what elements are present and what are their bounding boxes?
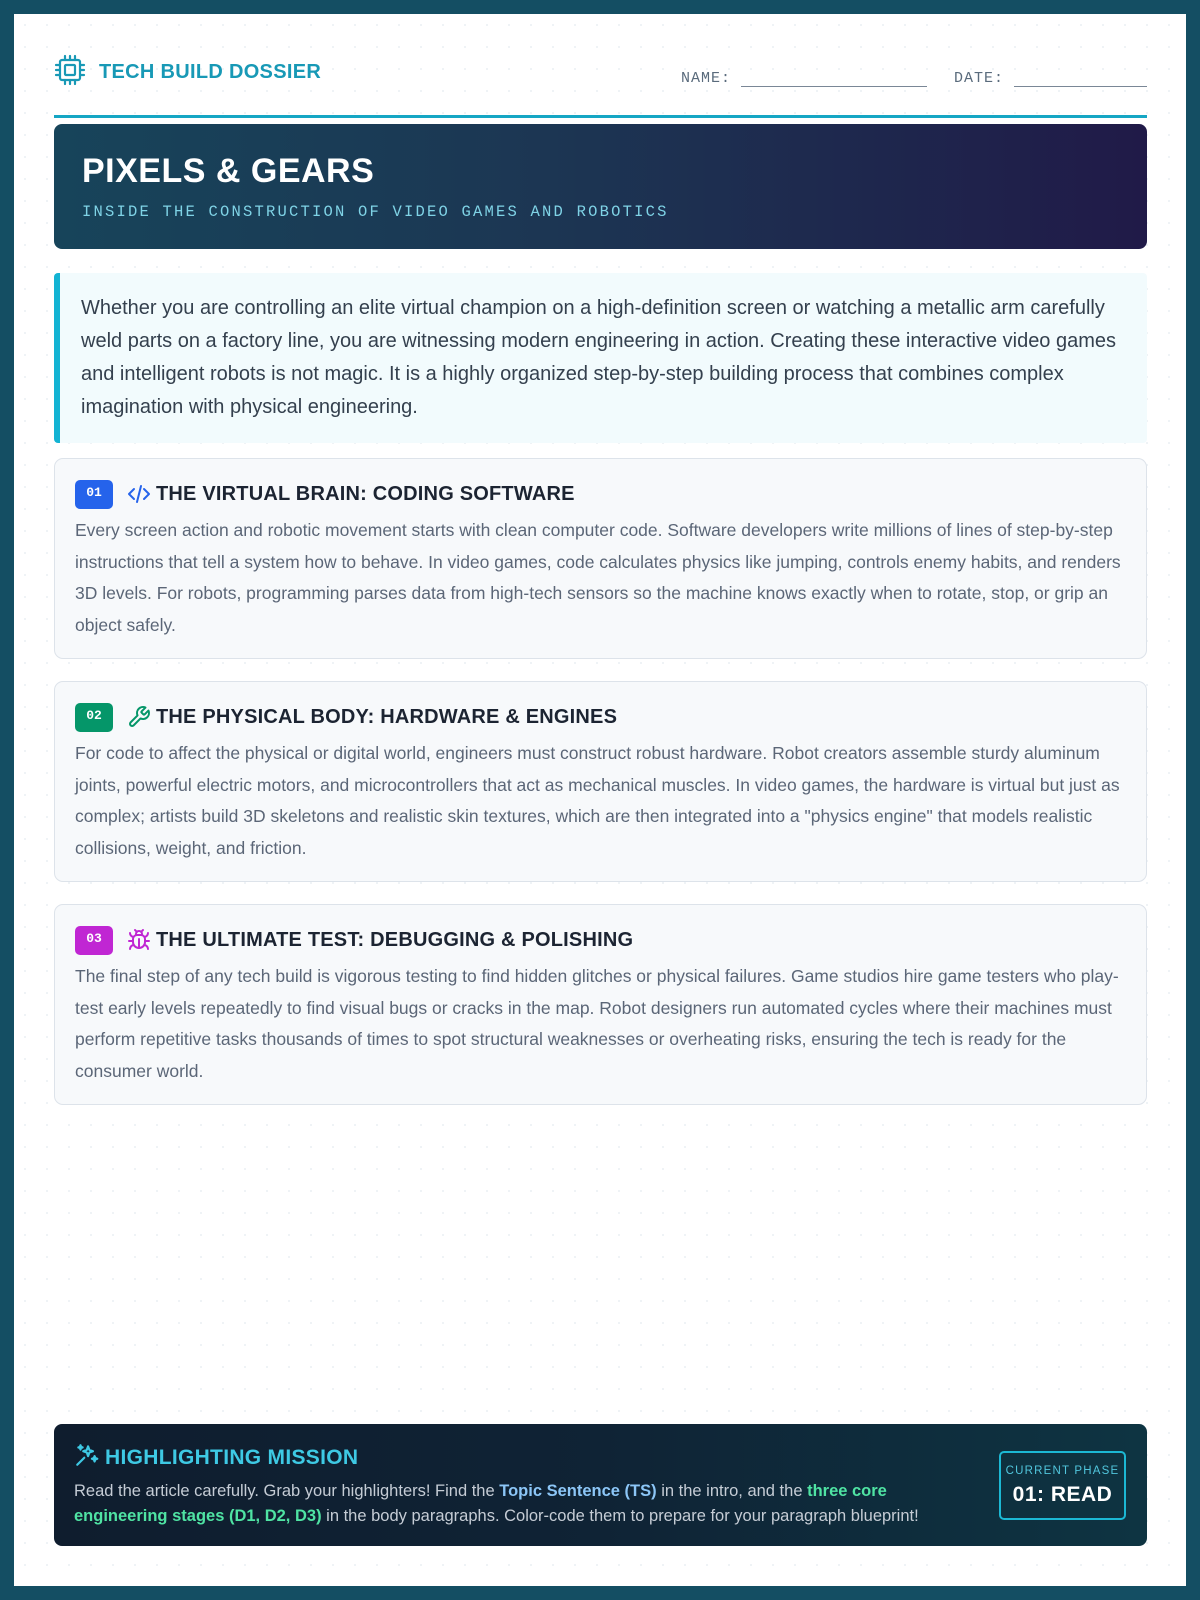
sparkles-icon bbox=[74, 1442, 100, 1473]
page-subtitle: INSIDE THE CONSTRUCTION OF VIDEO GAMES AND ROBOTICS bbox=[82, 203, 669, 221]
wrench-icon bbox=[127, 705, 151, 729]
highlighting-mission-panel bbox=[54, 1424, 1147, 1546]
current-phase-badge bbox=[999, 1451, 1126, 1520]
title-banner bbox=[54, 124, 1147, 249]
section-card-coding bbox=[54, 458, 1147, 659]
name-field[interactable] bbox=[741, 73, 927, 87]
section-body: Every screen action and robotic movement starts with clean computer code. Software developers write millions of lines of step-by-step instructions that tell a system how to behave. In video games, code calculates physics like jumping, controls enemy habits, and renders 3D levels. For robots, programming parses data from high-tech sensors so the machine knows exactly when to rotate, stop, or grip an object safely. bbox=[75, 520, 1121, 635]
topic-sentence-highlight: Topic Sentence (TS) bbox=[499, 1482, 657, 1500]
section-number-badge: 02 bbox=[75, 703, 113, 732]
section-header bbox=[75, 702, 1126, 732]
brand-title: TECH BUILD DOSSIER bbox=[99, 61, 322, 83]
section-header bbox=[75, 925, 1126, 955]
mission-instructions bbox=[74, 1479, 979, 1529]
brand bbox=[54, 54, 321, 91]
section-body: For code to affect the physical or digital world, engineers must construct robust hardware. Robot creators assemble sturdy aluminum joints, powerful electric motors, and microcontrollers that act as mechanical muscles. In video games, the hardware is virtual but just as complex; artists build 3D skeletons and realistic skin textures, which are then integrated into a "physics engine" that models realistic collisions, weight, and friction. bbox=[75, 743, 1120, 858]
page-title: PIXELS & GEARS bbox=[82, 152, 375, 190]
code-icon bbox=[127, 482, 151, 506]
phase-value: 01: READ bbox=[1012, 1483, 1113, 1506]
section-number-badge: 01 bbox=[75, 480, 113, 509]
section-title: THE PHYSICAL BODY: HARDWARE & ENGINES bbox=[156, 705, 618, 728]
bug-icon bbox=[127, 928, 151, 952]
core-stages-highlight: three core engineering stages (D1, D2, D3) bbox=[74, 1482, 887, 1525]
worksheet-page bbox=[14, 14, 1186, 1586]
date-label: DATE: bbox=[953, 70, 1004, 87]
section-card-hardware bbox=[54, 681, 1147, 882]
date-field[interactable] bbox=[1014, 73, 1147, 87]
section-title: THE ULTIMATE TEST: DEBUGGING & POLISHING bbox=[156, 928, 634, 951]
section-number-badge: 03 bbox=[75, 926, 113, 955]
intro-paragraph: Whether you are controlling an elite virtual champion on a high-definition screen or watching a metallic arm carefully weld parts on a factory line, you are witnessing modern engineering in action. Creating these interactive video games and intelligent robots is not magic. It is a highly organized step-by-step building process that combines complex imagination with physical engineering. bbox=[81, 297, 1117, 418]
chip-icon bbox=[54, 54, 86, 91]
section-card-testing bbox=[54, 904, 1147, 1105]
mission-title: HIGHLIGHTING MISSION bbox=[105, 1445, 359, 1469]
name-label: NAME: bbox=[680, 70, 731, 87]
section-header bbox=[75, 479, 1126, 509]
phase-label: CURRENT PHASE bbox=[1005, 1465, 1120, 1477]
section-body: The final step of any tech build is vigorous testing to find hidden glitches or physical failures. Game studios hire game testers who play-test early levels repeatedly to find visual bugs or cracks in the map. Robot designers run automated cycles where their machines must perform repetitive tasks thousands of times to spot structural weaknesses or overheating risks, ensuring the tech is ready for the consumer world. bbox=[75, 966, 1119, 1081]
mission-header bbox=[74, 1442, 1127, 1473]
section-title: THE VIRTUAL BRAIN: CODING SOFTWARE bbox=[156, 482, 575, 505]
header-bar bbox=[54, 52, 1147, 118]
mission-text-part: in the body paragraphs. Color-code them to prepare for your paragraph blueprint! bbox=[321, 1507, 919, 1525]
mission-text-part: in the intro, and the bbox=[656, 1482, 808, 1500]
student-fields bbox=[681, 70, 1147, 87]
mission-text-part: Read the article carefully. Grab your highlighters! Find the bbox=[74, 1482, 500, 1500]
intro-panel bbox=[54, 273, 1147, 443]
